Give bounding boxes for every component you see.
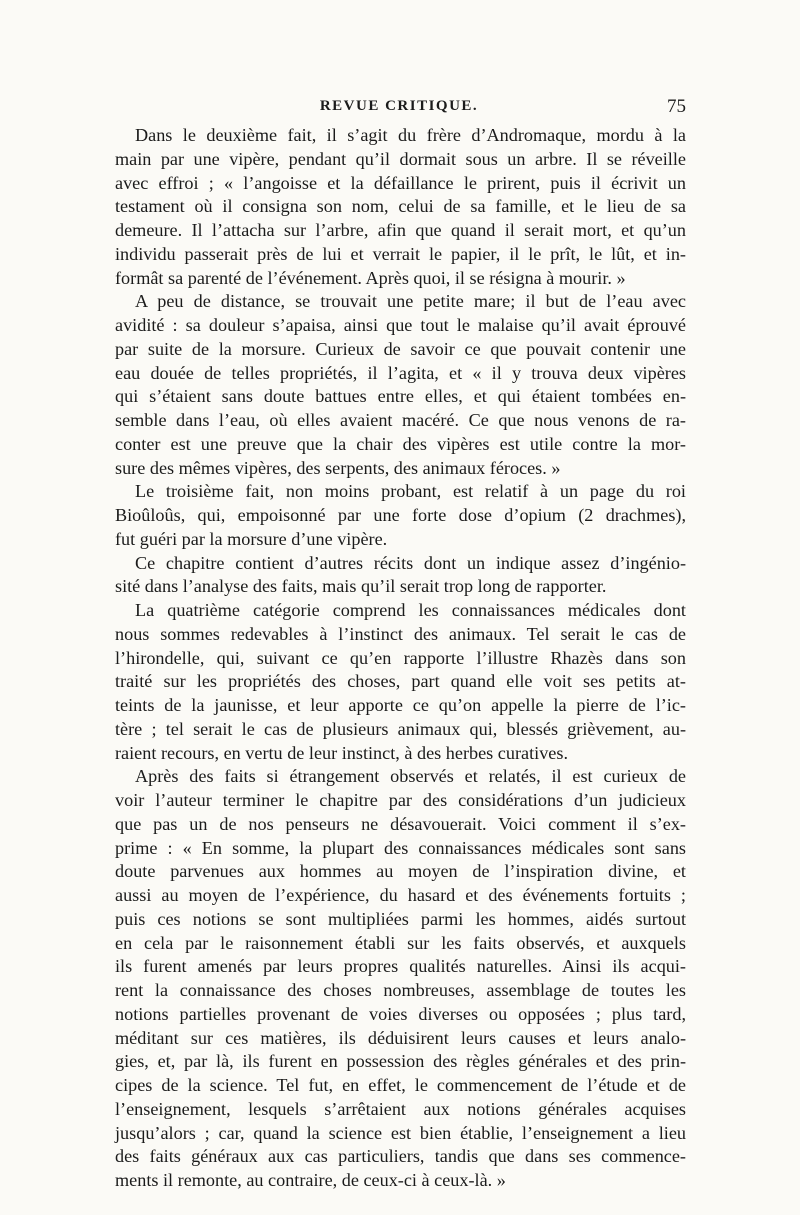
text-line: doute parvenues aux hommes au moyen de l’inspiration divine, et [115, 861, 686, 882]
text-line: Le troisième fait, non moins probant, est relatif à un page du roi [135, 481, 686, 502]
text-line: avec effroi ; « l’angoisse et la défaillance le prirent, puis il écrivit un [115, 172, 686, 193]
text-line: teints de la jaunisse, et leur apporte ce qu’on appelle la pierre de l’ic- [115, 695, 686, 715]
text-line: fut guéri par la morsure d’une vipère. [115, 528, 388, 549]
text-line: La quatrième catégorie comprend les connaissances médicales dont [135, 600, 686, 620]
body-text [115, 124, 686, 1193]
text-line: A peu de distance, se trouvait une petite mare; il but de l’eau avec [135, 291, 686, 312]
text-line: voir l’auteur terminer le chapitre par des considérations d’un judicieux [115, 790, 686, 810]
text-line: tère ; tel serait le cas de plusieurs animaux qui, blessés grièvement, au- [115, 718, 686, 739]
text-line: rent la connaissance des choses nombreuses, assemblage de toutes les [115, 980, 686, 1000]
text-line: Après des faits si étrangement observés et relatés, il est curieux de [135, 766, 686, 787]
text-line: ments il remonte, au contraire, de ceux-ci à ceux-là. » [115, 1170, 506, 1190]
text-line: formât sa parenté de l’événement. Après quoi, il se résigna à mourir. » [115, 267, 626, 288]
text-line: semble dans l’eau, où elles avaient macéré. Ce que nous venons de ra- [115, 410, 686, 430]
text-line: gies, et, par là, ils furent en possession des règles générales et des prin- [115, 1051, 686, 1072]
text-line: individu passerait près de lui et verrait le papier, il le prît, le lût, et in- [115, 243, 686, 264]
text-line: sité dans l’analyse des faits, mais qu’il serait trop long de rapporter. [115, 576, 607, 597]
text-line: eau douée de telles propriétés, il l’agita, et « il y trouva deux vipères [115, 362, 686, 383]
text-line: ils furent amenés par leurs propres qualités naturelles. Ainsi ils acqui- [115, 956, 686, 977]
text-line: raient recours, en vertu de leur instinct, à des herbes curatives. [115, 742, 568, 763]
text-line: jusqu’alors ; car, quand la science est bien établie, l’enseignement a lieu [115, 1122, 686, 1143]
text-line: Dans le deuxième fait, il s’agit du frère d’Andromaque, mordu à la [135, 125, 686, 145]
text-line: demeure. Il l’attacha sur l’arbre, afin que quand il serait mort, et qu’un [115, 220, 686, 240]
text-line: traité sur les propriétés des choses, part quand elle voit ses petits at- [115, 671, 686, 692]
text-line: sure des mêmes vipères, des serpents, des animaux féroces. » [115, 457, 561, 478]
text-line: nous sommes redevables à l’instinct des animaux. Tel serait le cas de [115, 623, 686, 644]
text-line: aussi au moyen de l’expérience, du hasard et des événements fortuits ; [115, 885, 686, 905]
text-line: avidité : sa douleur s’apaisa, ainsi que tout le malaise qu’il avait éprouvé [115, 315, 686, 335]
page-header [112, 98, 686, 120]
text-line: Bioûloûs, qui, empoisonné par une forte dose d’opium (2 drachmes), [115, 505, 686, 525]
text-line: méditant sur ces matières, ils déduisirent leurs causes et leurs analo- [115, 1027, 686, 1048]
text-line: puis ces notions se sont multipliées parmi les hommes, aidés surtout [115, 908, 686, 929]
text-line: l’enseignement, lesquels s’arrêtaient aux notions générales acquises [115, 1098, 686, 1119]
text-line: notions partielles provenant de voies diverses ou opposées ; plus tard, [115, 1003, 686, 1024]
text-line: conter est une preuve que la chair des vipères est utile contre la mor- [115, 433, 686, 454]
text-line: prime : « En somme, la plupart des connaissances médicales sont sans [115, 837, 686, 858]
text-line: Ce chapitre contient d’autres récits dont un indique assez d’ingénio- [135, 552, 686, 573]
page-number: 75 [667, 96, 686, 117]
text-line: en cela par le raisonnement établi sur les faits observés, et auxquels [115, 932, 686, 953]
text-line: testament où il consigna son nom, celui de sa famille, et le lieu de sa [115, 196, 686, 217]
text-line: par suite de la morsure. Curieux de savoir ce que pouvait contenir une [115, 338, 686, 359]
text-line: qui s’étaient sans doute battues entre elles, et qui étaient tombées en- [115, 386, 686, 407]
running-title: REVUE CRITIQUE. [319, 98, 479, 114]
text-line: main par une vipère, pendant qu’il dormait sous un arbre. Il se réveille [115, 148, 686, 169]
text-line: cipes de la science. Tel fut, en effet, le commencement de l’étude et de [115, 1075, 686, 1095]
text-line: l’hirondelle, qui, suivant ce qu’en rapporte l’illustre Rhazès dans son [115, 647, 686, 668]
text-line: des faits généraux aux cas particuliers, tandis que dans ses commence- [115, 1146, 686, 1167]
text-line: que pas un de nos penseurs ne désavouerait. Voici comment il s’ex- [115, 813, 686, 834]
